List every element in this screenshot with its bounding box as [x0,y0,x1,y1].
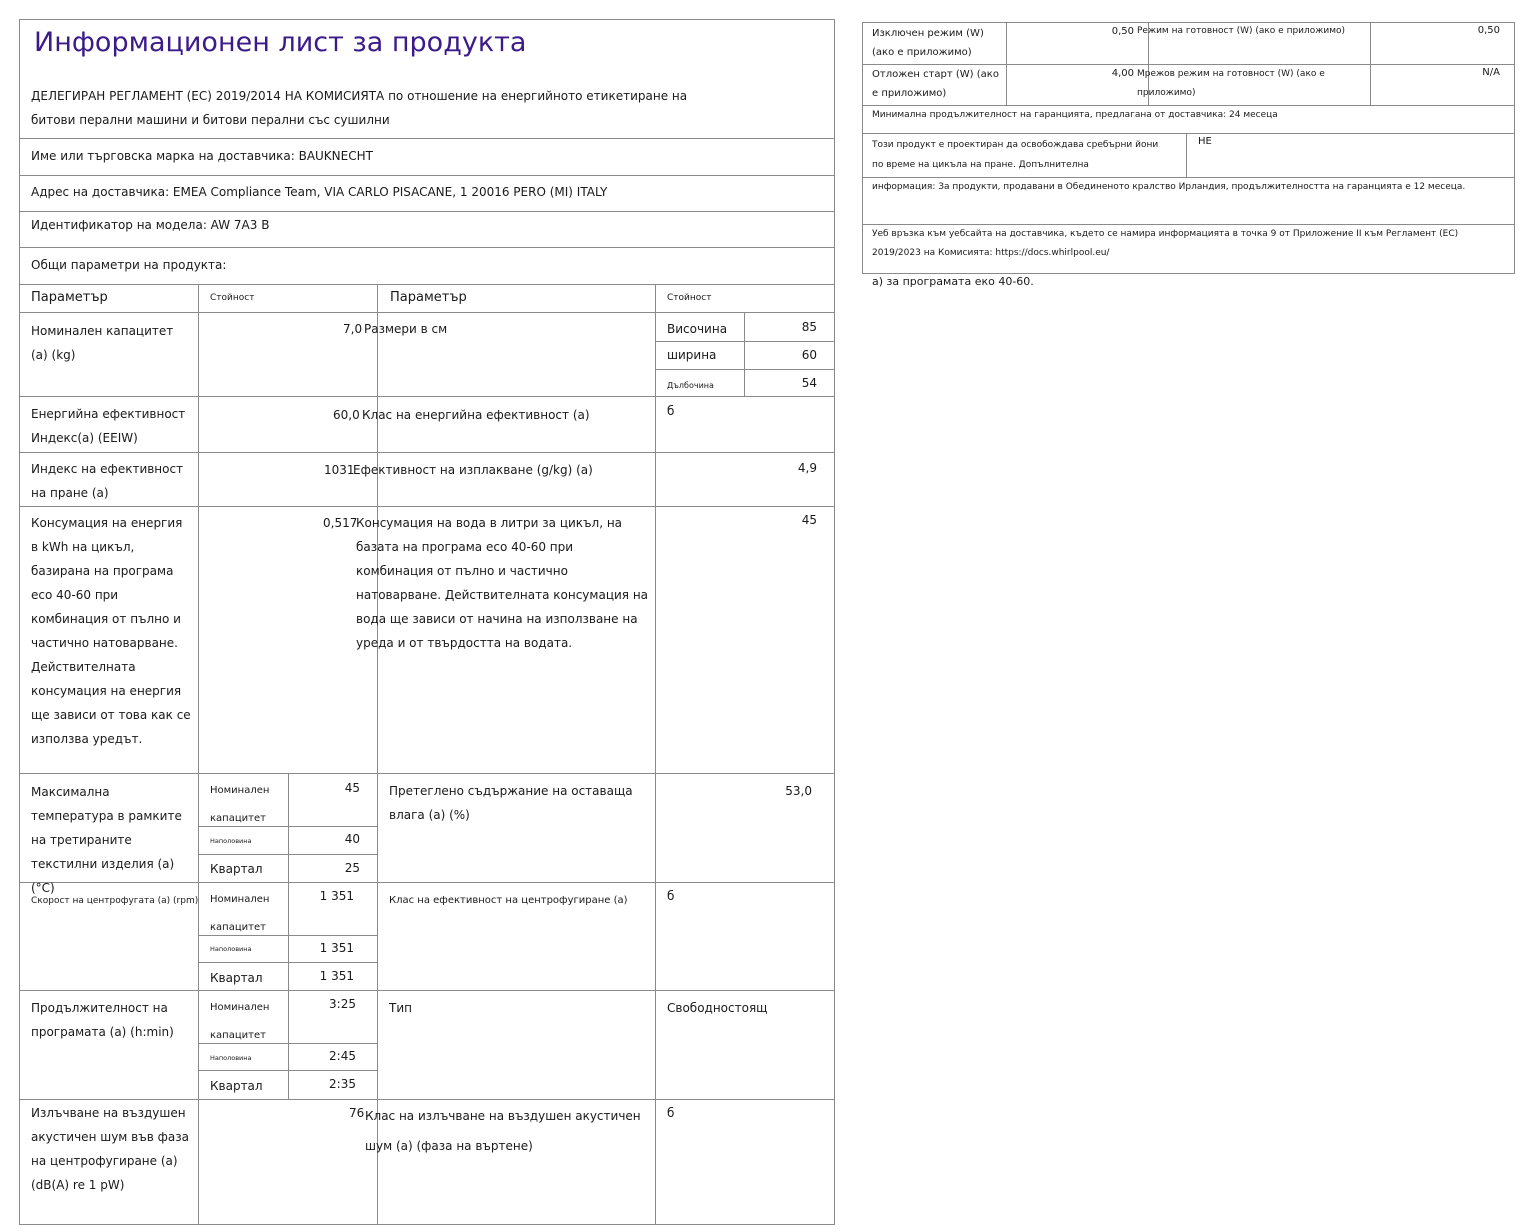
depth-value: 54 [801,376,817,390]
rinse-label: Ефективност на изплакване (g/kg) (a) [353,463,593,477]
supplier-brand: Име или търговска марка на доставчика: BAUKNECHT [31,149,373,163]
dimensions-label: Размери в см [364,322,448,336]
temp-half-value: 40 [344,832,360,846]
height-label: Височина [667,322,728,336]
supplier-address: Адрес на доставчика: EMEA Compliance Team, VIA CARLO PISACANE, 1 20016 PERO (MI) ITALY [31,185,608,199]
header-value-2: Стойност [667,293,712,303]
depth-label: Дълбочина [667,381,714,390]
delayed-start-label: Отложен старт (W) (ако е приложимо) [872,69,999,99]
width-label: ширина [667,348,717,362]
additional-info-text: информация: За продукти, продавани в Обединеното кралство Ирландия, продължителността на гаранцията е 12 месеца. [872,182,1466,192]
network-standby-label: Мрежов режим на готовност (W) (ако е приложимо) [1137,69,1325,98]
temp-quarter-label: Квартал [210,862,263,876]
header-parameter-2: Параметър [390,290,467,305]
weblink-text: Уеб връзка към уебсайта на доставчика, където се намира информацията в точка 9 от Приложение II към Регламент (ЕС) 2019/2023 на Комисията: https://docs.whirlpool.eu/ [872,229,1459,258]
network-standby-value: N/A [1482,67,1500,78]
silver-ions-value: НЕ [1198,136,1212,147]
moisture-value: 53,0 [785,784,812,798]
energy-class-value: б [667,404,675,418]
silver-ions-label: Този продукт е проектиран да освобождава сребърни йони по време на цикъла на пране. Допълнителна [872,140,1159,170]
standby-label: Режим на готовност (W) (ако е приложимо) [1137,26,1346,36]
temp-rated-label: Номинален капацитет [210,785,270,824]
page-title: Информационен лист за продукта [34,27,527,58]
energy-consumption-label: Консумация на енергия в kWh на цикъл, базирана на програма eco 40-60 при комбинация от пълно и частично натоварване. Действителната консумация на енергия ще зависи от това как се използва уредът. [31,516,191,746]
noise-emission-value: 76 [349,1106,365,1120]
width-value: 60 [801,348,817,362]
height-value: 85 [801,320,817,334]
standby-value: 0,50 [1477,25,1500,36]
moisture-label: Претеглено съдържание на оставаща влага (a) (%) [389,784,633,822]
duration-half-label: Наполовина [210,1054,252,1062]
delayed-start-value: 4,00 [1111,68,1134,79]
energy-class-label: Клас на енергийна ефективност (a) [362,408,590,422]
footnote-text: а) за програмата еко 40-60. [872,275,1034,288]
spin-class-label: Клас на ефективност на центрофугиране (a) [389,895,628,906]
type-value: Свободностоящ [667,1001,768,1015]
capacity-label: Номинален капацитет (a) (kg) [31,324,174,362]
duration-quarter-label: Квартал [210,1079,263,1093]
regulation-text: ДЕЛЕГИРАН РЕГЛАМЕНТ (ЕС) 2019/2014 НА КОМИСИЯТА по отношение на енергийното етикетиране на битови перални машини и битови перални със сушилни [31,89,688,127]
spin-quarter-value: 1 351 [319,969,354,983]
general-parameters-heading: Общи параметри на продукта: [31,258,227,272]
noise-class-label: Клас на излъчване на въздушен акустичен шум (a) (фаза на въртене) [365,1109,641,1153]
rinse-value: 4,9 [797,461,817,475]
duration-quarter-value: 2:35 [329,1077,356,1091]
energy-consumption-value: 0,517 [323,516,358,530]
spin-quarter-label: Квартал [210,971,263,985]
spin-half-label: Наполовина [210,945,252,953]
duration-rated-label: Номинален капацитет [210,1002,270,1041]
header-value-1: Стойност [210,293,255,303]
wash-efficiency-label: Индекс на ефективност на пране (a) [31,462,184,500]
eei-label: Енергийна ефективност Индекс(a) (EEIW) [31,407,186,445]
water-consumption-value: 45 [801,513,817,527]
temp-half-label: Наполовина [210,837,252,845]
warranty-text: Минимална продължителност на гаранцията, предлагана от доставчика: 24 месеца [872,110,1278,120]
spin-class-value: б [667,889,675,903]
header-parameter-1: Параметър [31,290,108,305]
off-mode-label: Изключен режим (W) (ако е приложимо) [872,28,984,58]
capacity-value: 7,0 [343,322,363,336]
duration-half-value: 2:45 [329,1049,356,1063]
off-mode-value: 0,50 [1111,26,1134,37]
spin-rated-value: 1 351 [319,889,354,903]
water-consumption-label: Консумация на вода в литри за цикъл, на базата на програма eco 40-60 при комбинация от пълно и частично натоварване. Действителната консумация на вода ще зависи от начина на използване на уреда и от твърдостта на водата. [356,516,649,650]
max-temperature-label: Максимална температура в рамките на третираните текстилни изделия (a) (°C) [31,785,182,895]
type-label: Тип [389,1001,412,1015]
spin-speed-label: Скорост на центрофугата (a) (rpm) [31,896,199,906]
temp-quarter-value: 25 [344,861,360,875]
eei-value: 60,0 [333,408,360,422]
program-duration-label: Продължителност на програмата (a) (h:min) [31,1001,174,1039]
spin-rated-label: Номинален капацитет [210,894,270,933]
noise-class-value: б [667,1106,675,1120]
model-identifier: Идентификатор на модела: AW 7A3 B [31,218,270,232]
duration-rated-value: 3:25 [329,997,356,1011]
noise-emission-label: Излъчване на въздушен акустичен шум във фаза на центрофугиране (a) (dB(A) re 1 pW) [31,1106,189,1192]
wash-efficiency-value: 1031 [324,463,355,477]
temp-rated-value: 45 [344,781,360,795]
spin-half-value: 1 351 [319,941,354,955]
